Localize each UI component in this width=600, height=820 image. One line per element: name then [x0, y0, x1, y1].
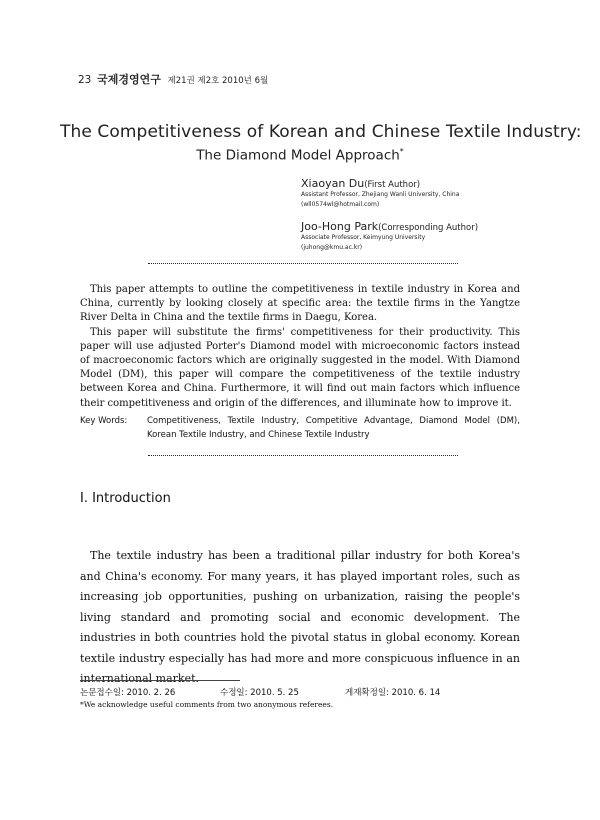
- author-affiliation: Assistant Professor, Zhejiang Wanli University, China: [301, 191, 460, 198]
- keyword: Competitive: [305, 416, 358, 426]
- author-role: (First Author): [364, 180, 421, 190]
- received-date: 논문접수일: 2010. 2. 26: [80, 688, 176, 698]
- dotted-divider-bottom: [148, 455, 458, 456]
- running-header: [78, 71, 268, 87]
- intro-paragraph: The textile industry has been a traditional pillar industry for both Korea's and China's economy. For many years, it has played important roles, such as increasing job opportunities, pushing on urbanization, raising the people's living standard and promoting social and economic development. The industries in both countries hold the pivotal status in global economy. Korean textile industry especially has had more and more conspicuous influence in an international market.: [80, 549, 520, 685]
- keywords-label: Key Words:: [80, 416, 128, 426]
- author-email: (wll0574wl@hotmail.com): [301, 200, 380, 208]
- body-text: [80, 546, 520, 690]
- revised-date: 수정일: 2010. 5. 25: [220, 688, 299, 698]
- abstract-paragraph-1: This paper attempts to outline the competitiveness in textile industry in Korea and China, currently by looking closely at specific area: the textile firms in the Yangtze River Delta in China and the textile firms in Daegu, Korea.: [80, 284, 520, 324]
- author-role: (Corresponding Author): [378, 223, 479, 233]
- journal-name: 국제경영연구: [97, 73, 161, 86]
- keywords-items: [147, 414, 520, 428]
- paper-subtitle: [60, 147, 540, 164]
- author-first: [301, 177, 459, 209]
- author-name-line: [301, 220, 478, 233]
- dotted-divider-top: [148, 263, 458, 264]
- paper-title: The Competitiveness of Korean and Chinese Textile Industry:: [60, 122, 582, 142]
- keyword: Model: [464, 416, 491, 426]
- author-name: Xiaoyan Du: [301, 177, 365, 190]
- keyword: (DM),: [496, 416, 520, 426]
- section-heading: Ⅰ. Introduction: [80, 491, 171, 506]
- acknowledgement-footnote: *We acknowledge useful comments from two anonymous referees.: [80, 700, 334, 709]
- author-name-line: [301, 177, 459, 190]
- author-email: (juhong@kmu.ac.kr): [301, 243, 363, 251]
- subtitle-footnote-mark: *: [399, 147, 404, 156]
- journal-issue: 제21권 제2호 2010년 6월: [167, 76, 269, 86]
- keyword: Textile: [227, 416, 255, 426]
- keywords-line-1: [80, 414, 520, 428]
- page-number: 23: [78, 74, 92, 86]
- abstract: [80, 283, 520, 411]
- footnote-rule: [80, 680, 240, 681]
- author-affiliation: Associate Professor, Keimyung University: [301, 234, 426, 241]
- title-block: [60, 122, 582, 164]
- keyword: Competitiveness,: [147, 416, 221, 426]
- keyword: Diamond: [419, 416, 458, 426]
- abstract-paragraph-2: This paper will substitute the firms' competitiveness for their productivity. This paper will use adjusted Porter's Diamond model with microeconomic factors instead of macroeconomic factors which are originally suggested in the model. With Diamond Model (DM), this paper will compare the competitiveness of the textile industry between Korea and China. Furthermore, it will find out main factors which influence their competitiveness and origin of the differences, and illuminate how to improve it.: [80, 326, 520, 409]
- keywords-line-2: Korean Textile Industry, and Chinese Textile Industry: [147, 430, 370, 440]
- author-name: Joo-Hong Park: [301, 220, 379, 233]
- paper-subtitle-text: The Diamond Model Approach: [196, 147, 400, 164]
- keyword: Advantage,: [364, 416, 413, 426]
- keyword: Industry,: [261, 416, 300, 426]
- author-corresponding: [301, 220, 478, 252]
- accepted-date: 게재확정일: 2010. 6. 14: [345, 688, 441, 698]
- keywords: [80, 414, 520, 442]
